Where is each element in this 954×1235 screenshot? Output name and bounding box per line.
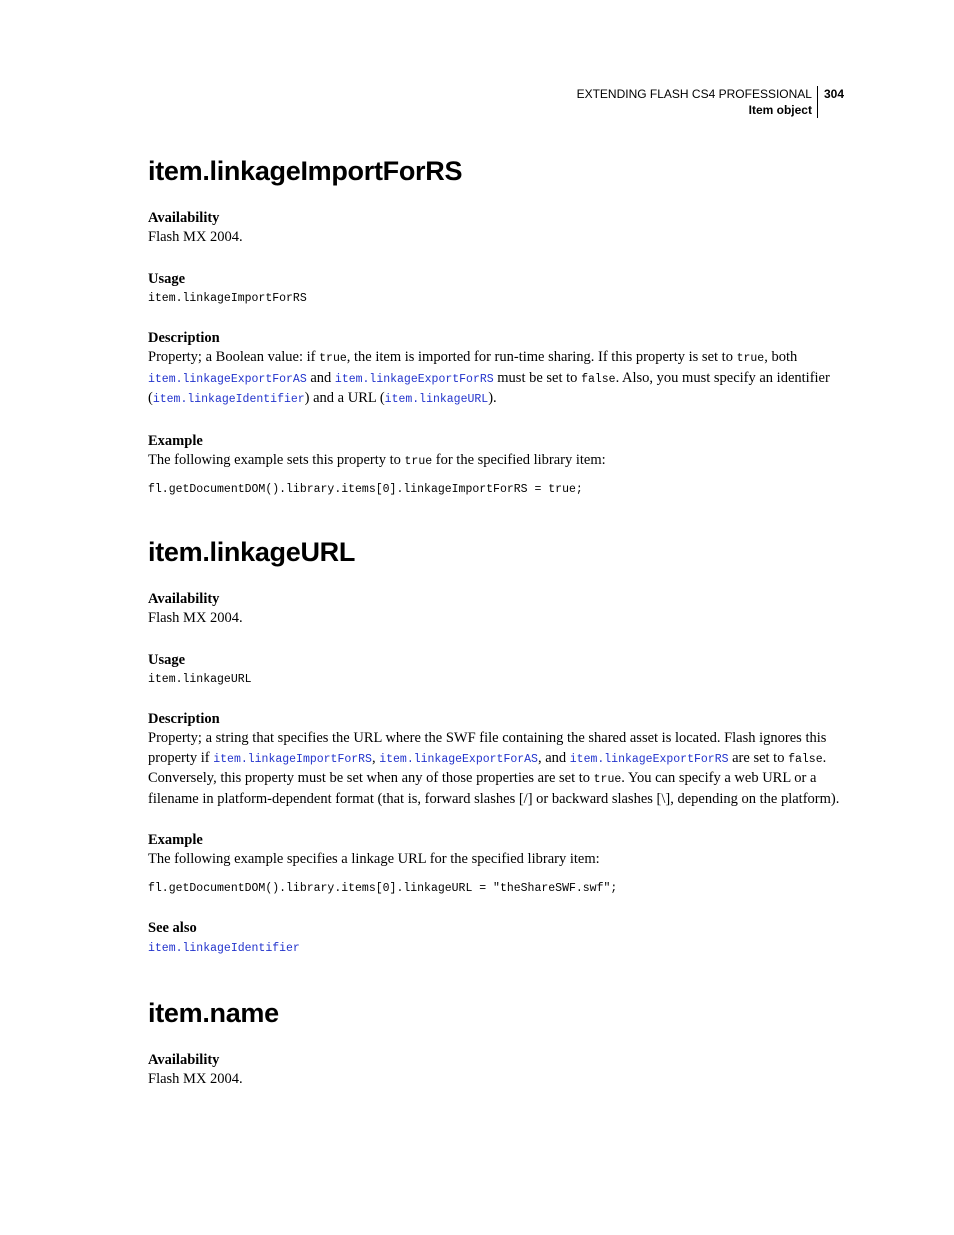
desc-text: and <box>306 369 335 386</box>
availability-heading: Availability <box>148 1052 220 1068</box>
section-title-linkageurl: item.linkageURL <box>148 537 356 567</box>
link-linkageexportforrs[interactable]: item.linkageExportForRS <box>334 372 494 386</box>
usage-heading: Usage <box>148 651 186 668</box>
code-true: true <box>319 352 347 365</box>
link-linkageexportforas[interactable]: item.linkageExportForAS <box>379 752 538 766</box>
link-linkageurl[interactable]: item.linkageURL <box>384 393 489 406</box>
description-text <box>148 348 840 410</box>
example-text-part: The following example sets this property to <box>148 451 405 468</box>
see-also-heading: See also <box>148 919 197 936</box>
example-heading: Example <box>148 832 203 848</box>
availability-text: Flash MX 2004. <box>148 229 243 245</box>
see-also-links <box>148 938 840 959</box>
code-true: true <box>593 773 622 786</box>
desc-text: . Conversely, this property must be set when any of those properties are set to <box>148 749 827 786</box>
section-title-name: item.name <box>148 998 279 1028</box>
desc-text: . You can specify a web URL or a filename in platform-dependent format (that is, forward slashes [/] or backward slashes [\], depending on the platform). <box>148 770 840 807</box>
usage-code: item.linkageImportForRS <box>148 291 307 305</box>
desc-text: Property; a string that specifies the URL where the SWF file containing the shared asset is located. Flash ignores this property if <box>148 730 827 766</box>
code-true: true <box>404 454 433 468</box>
desc-text: , both <box>764 349 798 365</box>
desc-text: ). <box>488 390 497 406</box>
page-number: 304 <box>823 87 844 101</box>
description-heading: Description <box>148 330 220 346</box>
description-heading: Description <box>148 711 220 727</box>
example-text <box>148 451 840 472</box>
code-false: false <box>788 752 823 766</box>
availability-heading: Availability <box>148 591 220 607</box>
desc-text: Property; a Boolean value: if <box>148 349 320 365</box>
header-text <box>577 86 818 118</box>
example-code: fl.getDocumentDOM().library.items[0].linkageURL = "theShareSWF.swf"; <box>148 881 618 895</box>
header-subtitle: Item object <box>748 103 812 117</box>
link-linkageidentifier[interactable]: item.linkageIdentifier <box>148 941 300 955</box>
desc-text: must be set to <box>493 369 582 386</box>
availability-text: Flash MX 2004. <box>148 610 243 626</box>
section-title-linkageimportforrs: item.linkageImportForRS <box>148 156 463 186</box>
link-linkageimportforrs[interactable]: item.linkageImportForRS <box>213 752 372 766</box>
desc-text: . Also, you must specify an identifier ( <box>148 369 830 406</box>
code-false: false <box>581 372 616 386</box>
desc-text: , the item is imported for run-time sharing. If this property is set to <box>346 349 737 365</box>
example-text-part: for the specified library item: <box>432 451 606 468</box>
availability-text: Flash MX 2004. <box>148 1071 243 1087</box>
example-code: fl.getDocumentDOM().library.items[0].linkageImportForRS = true; <box>148 483 583 496</box>
example-text: The following example specifies a linkage URL for the specified library item: <box>148 851 600 867</box>
code-true: true <box>736 352 765 365</box>
page-content <box>148 150 840 1090</box>
link-linkageexportforrs[interactable]: item.linkageExportForRS <box>569 752 729 766</box>
desc-text: are set to <box>728 749 789 766</box>
link-linkageexportforas[interactable]: item.linkageExportForAS <box>148 372 307 386</box>
link-linkageidentifier[interactable]: item.linkageIdentifier <box>152 393 305 406</box>
usage-code: item.linkageURL <box>148 672 252 686</box>
desc-text: , <box>371 749 380 766</box>
running-header <box>577 86 844 118</box>
description-text <box>148 729 840 809</box>
desc-text: , and <box>537 749 570 766</box>
desc-text: ) and a URL ( <box>304 390 385 406</box>
example-heading: Example <box>148 432 203 449</box>
availability-heading: Availability <box>148 210 220 226</box>
usage-heading: Usage <box>148 270 186 287</box>
header-title: EXTENDING FLASH CS4 PROFESSIONAL <box>576 87 812 101</box>
